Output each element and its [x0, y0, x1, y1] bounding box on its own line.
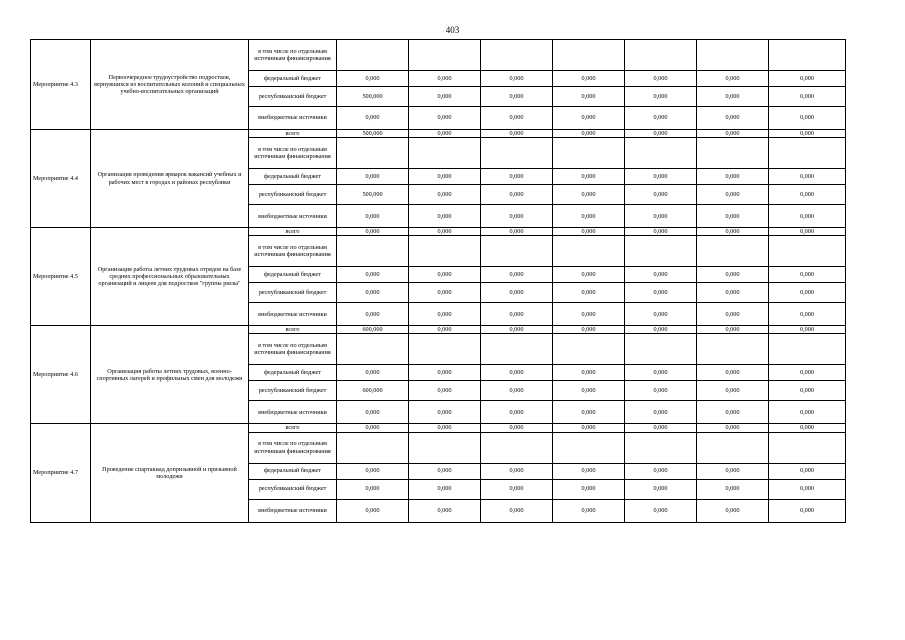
amount-cell: 500,000: [337, 130, 409, 138]
amount-cell: 0,000: [697, 303, 769, 326]
amount-cell: 0,000: [409, 205, 481, 228]
funding-source: внебюджетные источники: [249, 499, 337, 522]
funding-source: республиканский бюджет: [249, 87, 337, 107]
measure-description: Первоочередное трудоустройство подростков, вернувшихся из воспитательных колоний и специальных учебно-воспитательных организаций: [91, 40, 249, 130]
amount-cell: 0,000: [697, 71, 769, 87]
amount-cell: 0,000: [553, 326, 625, 334]
amount-cell: 0,000: [769, 303, 846, 326]
funding-source: республиканский бюджет: [249, 185, 337, 205]
amount-cell: 0,000: [769, 499, 846, 522]
funding-source: в том числе по отдельным источникам финансирования: [249, 138, 337, 169]
amount-cell: 0,000: [481, 87, 553, 107]
amount-cell: 0,000: [769, 479, 846, 499]
amount-cell: 0,000: [409, 499, 481, 522]
amount-cell: 0,000: [409, 107, 481, 130]
amount-cell: 0,000: [337, 365, 409, 381]
amount-cell: 0,000: [409, 326, 481, 334]
amount-cell: 0,000: [697, 326, 769, 334]
table-row: [31, 40, 846, 71]
amount-cell: [625, 432, 697, 463]
measure-name: Мероприятие 4.3: [31, 40, 91, 130]
amount-cell: 0,000: [553, 185, 625, 205]
amount-cell: 0,000: [697, 205, 769, 228]
amount-cell: 0,000: [337, 499, 409, 522]
amount-cell: 0,000: [409, 381, 481, 401]
amount-cell: 0,000: [697, 130, 769, 138]
table-row: [31, 424, 846, 432]
funding-source: федеральный бюджет: [249, 267, 337, 283]
amount-cell: 0,000: [481, 228, 553, 236]
amount-cell: 0,000: [769, 463, 846, 479]
amount-cell: 0,000: [481, 267, 553, 283]
funding-source: в том числе по отдельным источникам финансирования: [249, 40, 337, 71]
amount-cell: 0,000: [625, 401, 697, 424]
amount-cell: 0,000: [625, 326, 697, 334]
amount-cell: 0,000: [553, 87, 625, 107]
amount-cell: [625, 236, 697, 267]
amount-cell: 0,000: [337, 401, 409, 424]
amount-cell: [409, 138, 481, 169]
measure-description: Организация проведения ярмарок вакансий учебных и рабочих мест в городах и районах республики: [91, 130, 249, 228]
measure-description: Организация работы летних трудовых отрядов на базе средних профессиональных образовательных организаций и лицеев для подростков "группы риска": [91, 228, 249, 326]
amount-cell: 0,000: [409, 71, 481, 87]
amount-cell: 0,000: [337, 169, 409, 185]
amount-cell: 0,000: [625, 87, 697, 107]
amount-cell: 0,000: [481, 205, 553, 228]
amount-cell: 0,000: [697, 499, 769, 522]
amount-cell: 0,000: [337, 205, 409, 228]
measure-name: Мероприятие 4.5: [31, 228, 91, 326]
amount-cell: 0,000: [409, 185, 481, 205]
funding-source: в том числе по отдельным источникам финансирования: [249, 432, 337, 463]
table-row: [31, 326, 846, 334]
amount-cell: [409, 432, 481, 463]
measure-description: Организация работы летних трудовых, военно-спортивных лагерей и профильных смен для молодежи: [91, 326, 249, 424]
amount-cell: [481, 334, 553, 365]
amount-cell: 0,000: [337, 479, 409, 499]
measure-name: Мероприятие 4.4: [31, 130, 91, 228]
amount-cell: 0,000: [553, 463, 625, 479]
amount-cell: 0,000: [409, 463, 481, 479]
amount-cell: [625, 40, 697, 71]
amount-cell: [337, 334, 409, 365]
amount-cell: 0,000: [625, 71, 697, 87]
amount-cell: 0,000: [697, 169, 769, 185]
budget-table: [30, 39, 846, 523]
measure-name: Мероприятие 4.7: [31, 424, 91, 522]
amount-cell: 0,000: [409, 283, 481, 303]
amount-cell: 0,000: [769, 326, 846, 334]
amount-cell: 0,000: [409, 87, 481, 107]
amount-cell: 0,000: [625, 169, 697, 185]
amount-cell: 0,000: [769, 71, 846, 87]
amount-cell: [769, 138, 846, 169]
amount-cell: 0,000: [625, 107, 697, 130]
funding-source: республиканский бюджет: [249, 381, 337, 401]
amount-cell: 0,000: [697, 267, 769, 283]
amount-cell: [697, 236, 769, 267]
amount-cell: 0,000: [697, 228, 769, 236]
amount-cell: 0,000: [625, 283, 697, 303]
funding-source: республиканский бюджет: [249, 479, 337, 499]
amount-cell: 0,000: [625, 267, 697, 283]
funding-source: в том числе по отдельным источникам финансирования: [249, 236, 337, 267]
amount-cell: 0,000: [481, 303, 553, 326]
funding-source: в том числе по отдельным источникам финансирования: [249, 334, 337, 365]
amount-cell: 0,000: [553, 401, 625, 424]
amount-cell: 0,000: [697, 107, 769, 130]
budget-table-body: [31, 40, 846, 523]
amount-cell: 0,000: [553, 424, 625, 432]
funding-source: федеральный бюджет: [249, 169, 337, 185]
amount-cell: 0,000: [697, 381, 769, 401]
amount-cell: 0,000: [769, 424, 846, 432]
amount-cell: 0,000: [697, 401, 769, 424]
amount-cell: 0,000: [769, 185, 846, 205]
amount-cell: 0,000: [409, 267, 481, 283]
amount-cell: [697, 40, 769, 71]
amount-cell: 0,000: [553, 381, 625, 401]
amount-cell: 0,000: [553, 365, 625, 381]
funding-source: внебюджетные источники: [249, 205, 337, 228]
amount-cell: 0,000: [337, 283, 409, 303]
amount-cell: [697, 334, 769, 365]
amount-cell: [769, 40, 846, 71]
amount-cell: [553, 40, 625, 71]
amount-cell: [337, 138, 409, 169]
amount-cell: [625, 138, 697, 169]
amount-cell: 500,000: [337, 185, 409, 205]
funding-source: всего: [249, 228, 337, 236]
amount-cell: 0,000: [409, 401, 481, 424]
amount-cell: 0,000: [697, 463, 769, 479]
amount-cell: 0,000: [481, 107, 553, 130]
amount-cell: [553, 432, 625, 463]
amount-cell: 0,000: [769, 130, 846, 138]
amount-cell: 0,000: [769, 205, 846, 228]
amount-cell: 0,000: [337, 71, 409, 87]
amount-cell: 0,000: [625, 479, 697, 499]
funding-source: внебюджетные источники: [249, 401, 337, 424]
amount-cell: 0,000: [697, 185, 769, 205]
amount-cell: [697, 138, 769, 169]
amount-cell: 0,000: [409, 479, 481, 499]
amount-cell: 0,000: [409, 365, 481, 381]
amount-cell: 0,000: [481, 499, 553, 522]
amount-cell: 0,000: [409, 303, 481, 326]
amount-cell: [553, 138, 625, 169]
amount-cell: 0,000: [769, 381, 846, 401]
amount-cell: [553, 236, 625, 267]
amount-cell: 0,000: [625, 463, 697, 479]
amount-cell: 0,000: [553, 169, 625, 185]
funding-source: республиканский бюджет: [249, 283, 337, 303]
amount-cell: 600,000: [337, 326, 409, 334]
amount-cell: [481, 138, 553, 169]
amount-cell: [337, 432, 409, 463]
amount-cell: 0,000: [481, 169, 553, 185]
amount-cell: [697, 432, 769, 463]
amount-cell: 600,000: [337, 381, 409, 401]
amount-cell: [553, 334, 625, 365]
amount-cell: 0,000: [553, 499, 625, 522]
amount-cell: [481, 40, 553, 71]
funding-source: федеральный бюджет: [249, 463, 337, 479]
amount-cell: 0,000: [337, 463, 409, 479]
amount-cell: 0,000: [481, 130, 553, 138]
amount-cell: 0,000: [481, 185, 553, 205]
amount-cell: [337, 236, 409, 267]
page-number: 403: [445, 25, 460, 35]
amount-cell: 0,000: [337, 303, 409, 326]
amount-cell: 0,000: [553, 107, 625, 130]
amount-cell: 0,000: [769, 283, 846, 303]
amount-cell: [769, 236, 846, 267]
amount-cell: 0,000: [409, 424, 481, 432]
amount-cell: 0,000: [625, 228, 697, 236]
amount-cell: 0,000: [337, 424, 409, 432]
amount-cell: 0,000: [625, 365, 697, 381]
amount-cell: 0,000: [769, 107, 846, 130]
amount-cell: 0,000: [625, 185, 697, 205]
amount-cell: 0,000: [769, 169, 846, 185]
funding-source: внебюджетные источники: [249, 107, 337, 130]
amount-cell: 0,000: [769, 267, 846, 283]
amount-cell: 0,000: [769, 365, 846, 381]
funding-source: федеральный бюджет: [249, 71, 337, 87]
amount-cell: 0,000: [625, 205, 697, 228]
amount-cell: 0,000: [553, 228, 625, 236]
amount-cell: 0,000: [481, 381, 553, 401]
amount-cell: 0,000: [481, 365, 553, 381]
amount-cell: 0,000: [553, 303, 625, 326]
amount-cell: 0,000: [553, 71, 625, 87]
funding-source: всего: [249, 130, 337, 138]
amount-cell: 0,000: [337, 228, 409, 236]
table-row: [31, 228, 846, 236]
amount-cell: 0,000: [553, 283, 625, 303]
amount-cell: [409, 236, 481, 267]
amount-cell: [481, 236, 553, 267]
amount-cell: [769, 432, 846, 463]
amount-cell: 0,000: [625, 424, 697, 432]
amount-cell: 0,000: [625, 499, 697, 522]
amount-cell: [481, 432, 553, 463]
amount-cell: 0,000: [553, 130, 625, 138]
amount-cell: 0,000: [337, 267, 409, 283]
table-row: [31, 130, 846, 138]
amount-cell: [337, 40, 409, 71]
amount-cell: 0,000: [409, 169, 481, 185]
amount-cell: 0,000: [697, 365, 769, 381]
amount-cell: 0,000: [553, 205, 625, 228]
amount-cell: 0,000: [697, 479, 769, 499]
amount-cell: 0,000: [625, 381, 697, 401]
amount-cell: 0,000: [481, 326, 553, 334]
amount-cell: 0,000: [409, 130, 481, 138]
measure-description: Проведение спартакиад допризывной и призывной молодежи: [91, 424, 249, 522]
amount-cell: 0,000: [697, 283, 769, 303]
measure-name: Мероприятие 4.6: [31, 326, 91, 424]
amount-cell: [625, 334, 697, 365]
amount-cell: 0,000: [337, 107, 409, 130]
amount-cell: 0,000: [553, 479, 625, 499]
amount-cell: [769, 334, 846, 365]
funding-source: всего: [249, 326, 337, 334]
amount-cell: 0,000: [769, 87, 846, 107]
amount-cell: 0,000: [769, 401, 846, 424]
amount-cell: [409, 40, 481, 71]
funding-source: федеральный бюджет: [249, 365, 337, 381]
amount-cell: 0,000: [625, 130, 697, 138]
amount-cell: 0,000: [481, 479, 553, 499]
amount-cell: 0,000: [553, 267, 625, 283]
amount-cell: 0,000: [409, 228, 481, 236]
funding-source: внебюджетные источники: [249, 303, 337, 326]
amount-cell: 0,000: [481, 401, 553, 424]
funding-source: всего: [249, 424, 337, 432]
amount-cell: 0,000: [625, 303, 697, 326]
amount-cell: [409, 334, 481, 365]
amount-cell: 0,000: [481, 283, 553, 303]
amount-cell: 0,000: [481, 424, 553, 432]
amount-cell: 500,000: [337, 87, 409, 107]
amount-cell: 0,000: [697, 424, 769, 432]
amount-cell: 0,000: [697, 87, 769, 107]
amount-cell: 0,000: [481, 463, 553, 479]
amount-cell: 0,000: [481, 71, 553, 87]
amount-cell: 0,000: [769, 228, 846, 236]
